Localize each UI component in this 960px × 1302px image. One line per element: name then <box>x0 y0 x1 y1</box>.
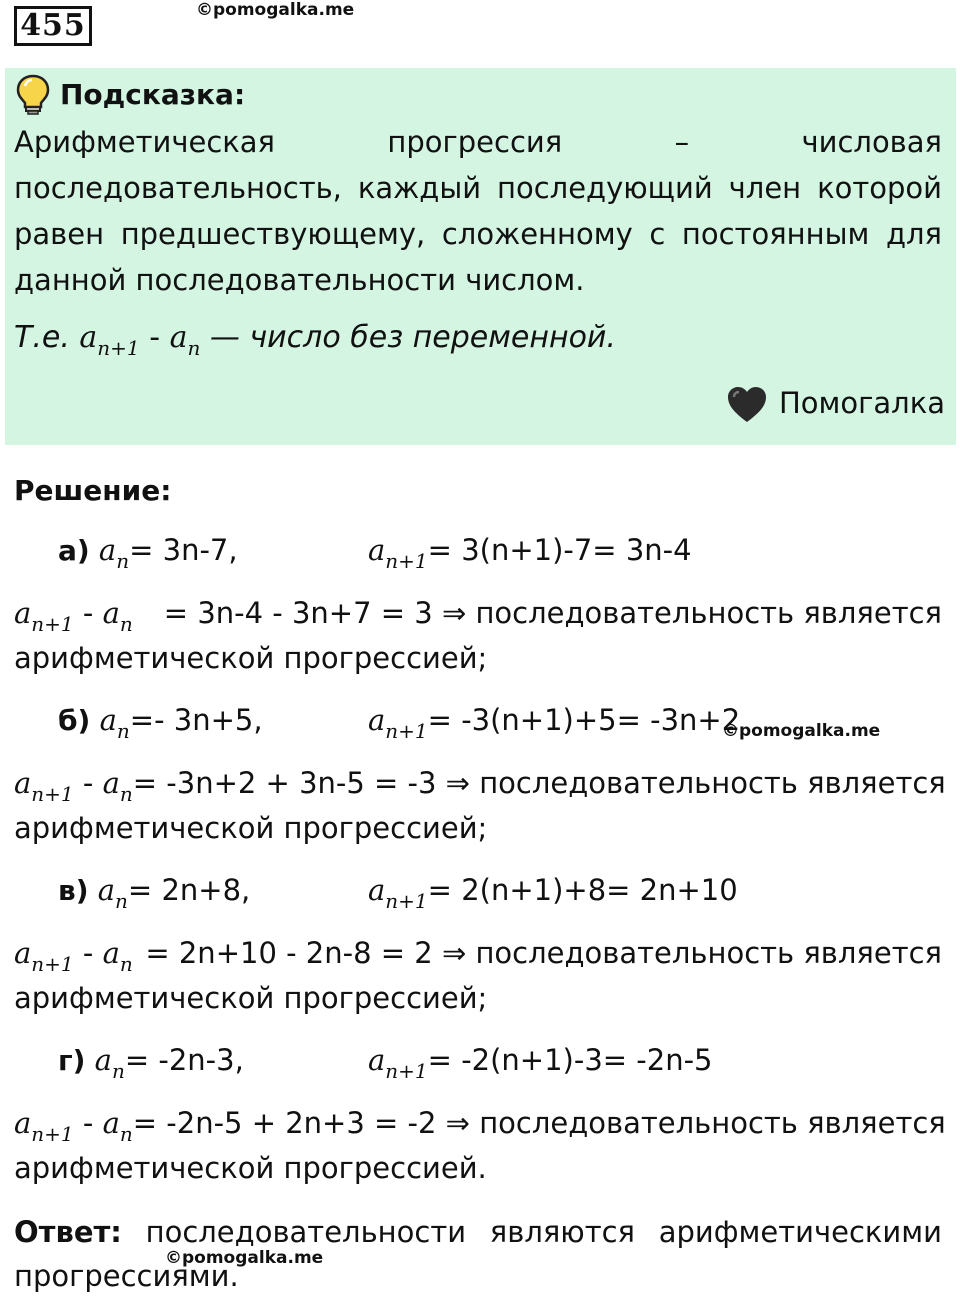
solution-title: Решение: <box>14 474 172 507</box>
hint-text: Арифметическая прогрессия – числовая последовательность, каждый последующий член которой равен предшествующему, сложенному с постоянным для данной последовательности числом. <box>14 125 942 297</box>
item-a-an1: $a_{n+1}= 3(n+1)-7= 3n-4$ <box>368 533 692 573</box>
hint-title: Подсказка: <box>60 78 246 111</box>
lightbulb-icon <box>15 74 51 120</box>
watermark-top: ©pomogalka.me <box>196 0 355 20</box>
watermark-bottom: ©pomogalka.me <box>165 1248 324 1268</box>
task-number: 455 <box>14 6 92 46</box>
brand-name: Помогалка <box>779 386 945 420</box>
item-d-an1: $a_{n+1}= -2(n+1)-3= -2n-5$ <box>368 1043 713 1083</box>
heart-icon <box>725 385 769 429</box>
item-a-an: а) $a_n= 3n-7$, <box>58 533 238 573</box>
item-b-an: б) $a_n=-$ 3n+5, <box>58 703 263 743</box>
hint-formula <box>14 320 616 360</box>
item-c-diff: $a_{n+1} - a_n$ = 2n+10 - 2n-8 = 2 ⇒ последовательность является <box>14 936 942 976</box>
item-a-conclusion: арифметической прогрессией; <box>14 641 488 675</box>
formula-minus: - <box>149 320 161 355</box>
item-b-diff: $a_{n+1} - a_n$ = -3n+2 + 3n-5 = -3 ⇒ последовательность является <box>14 766 946 806</box>
answer <box>14 1210 942 1298</box>
item-d-an: г) $a_n= -2n-3$, <box>58 1043 244 1083</box>
formula-prefix: Т.е. <box>14 320 70 355</box>
answer-text: последовательности являются арифметическими прогрессиями. <box>14 1215 943 1293</box>
item-d-diff: $a_{n+1} - a_n$ = -2n-5 + 2n+3 = -2 ⇒ последовательность является <box>14 1106 946 1146</box>
item-label: г) <box>58 1044 86 1077</box>
item-c-conclusion: арифметической прогрессией; <box>14 981 488 1015</box>
item-d-conclusion: арифметической прогрессией. <box>14 1151 487 1185</box>
item-label: в) <box>58 874 89 907</box>
item-label: а) <box>58 534 90 567</box>
item-label: б) <box>58 704 91 737</box>
formula-term-an1: $a_{n+1}$ <box>79 320 140 360</box>
item-c-an: в) $a_n= 2n+8$, <box>58 873 251 913</box>
item-b-conclusion: арифметической прогрессией; <box>14 811 488 845</box>
formula-suffix: — число без переменной. <box>209 320 616 355</box>
item-a-diff: $a_{n+1} - a_n$ = 3n-4 - 3n+7 = 3 ⇒ последовательность является <box>14 596 942 636</box>
answer-label: Ответ: <box>14 1215 122 1249</box>
formula-term-an: $a_n$ <box>169 320 201 360</box>
item-c-an1: $a_{n+1}= 2(n+1)+8= 2n+10$ <box>368 873 738 913</box>
item-b-an1: $a_{n+1}= -3(n+1)+5= -3n+2$ <box>368 703 741 743</box>
watermark-middle: ©pomogalka.me <box>722 721 881 741</box>
